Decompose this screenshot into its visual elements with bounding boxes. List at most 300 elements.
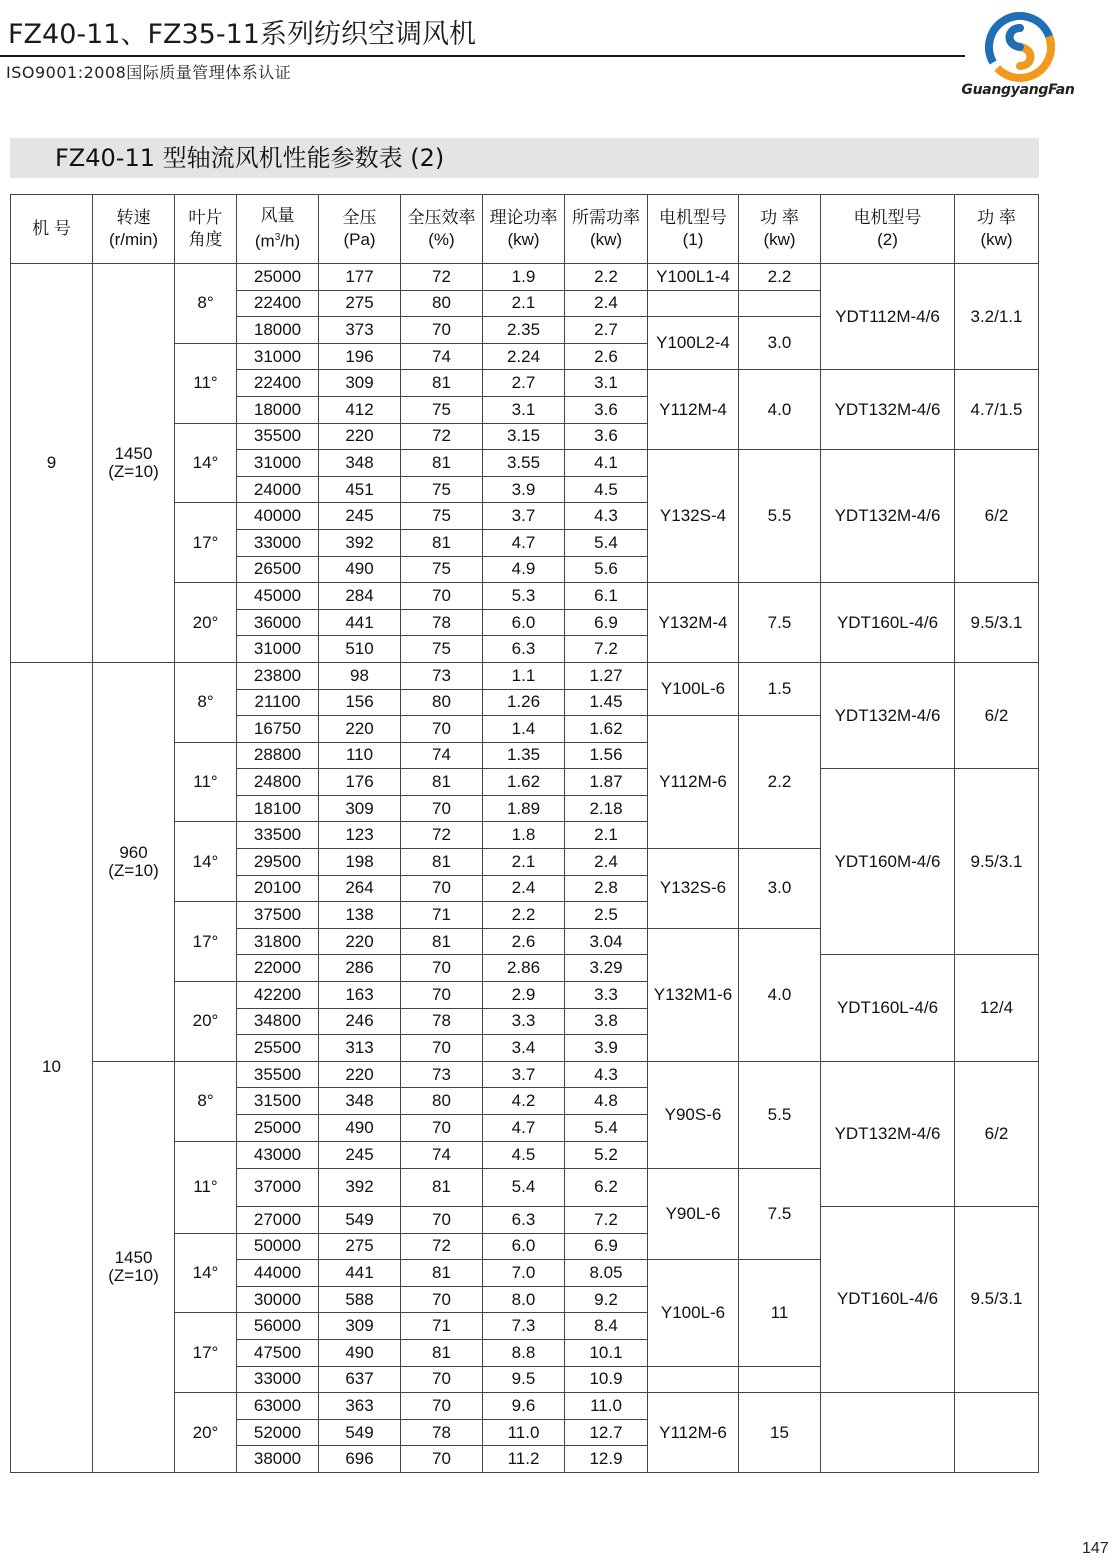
cell-theory-power: 2.86 (483, 955, 565, 982)
cell-pressure: 98 (319, 662, 401, 689)
header-motor-1: 电机型号 (1) (648, 195, 739, 264)
cell-flow: 20100 (237, 875, 319, 902)
cell-theory-power: 1.1 (483, 662, 565, 689)
cell-required-power: 1.27 (565, 662, 648, 689)
cell-efficiency: 70 (401, 317, 483, 344)
cell-efficiency: 71 (401, 1313, 483, 1340)
cell-required-power: 12.9 (565, 1446, 648, 1473)
cell-efficiency: 72 (401, 264, 483, 291)
header-motor-2: 电机型号 (2) (821, 195, 955, 264)
cell-flow: 36000 (237, 609, 319, 636)
cell-efficiency: 71 (401, 902, 483, 929)
header-pressure: 全压 (Pa) (319, 195, 401, 264)
cell-theory-power: 6.3 (483, 1206, 565, 1233)
cell-pressure: 451 (319, 476, 401, 503)
header-flow: 风量 $(m^3/h)$ (237, 195, 319, 264)
cell-pressure: 313 (319, 1035, 401, 1062)
page-number: 147 (1082, 1540, 1109, 1557)
cell-flow: 40000 (237, 503, 319, 530)
cell-motor-1: Y100L2-4 (648, 317, 739, 370)
cell-pressure: 245 (319, 1141, 401, 1168)
cell-pressure: 220 (319, 928, 401, 955)
cell-efficiency: 72 (401, 1233, 483, 1260)
cell-power-2: 9.5/3.1 (955, 769, 1039, 955)
cell-machine-no: 9 (11, 264, 93, 663)
cell-required-power: 5.2 (565, 1141, 648, 1168)
cell-motor-2: YDT112M-4/6 (821, 264, 955, 370)
cell-flow: 31000 (237, 636, 319, 663)
cell-flow: 35500 (237, 1061, 319, 1088)
cell-theory-power: 2.4 (483, 875, 565, 902)
cell-theory-power: 1.89 (483, 795, 565, 822)
cell-pressure: 348 (319, 450, 401, 477)
cell-blade-angle: 14° (175, 822, 237, 902)
cell-blade-angle: 17° (175, 902, 237, 982)
cell-efficiency: 75 (401, 556, 483, 583)
cell-efficiency: 72 (401, 423, 483, 450)
cell-required-power: 8.05 (565, 1260, 648, 1287)
cell-flow: 25000 (237, 1115, 319, 1142)
cell-power-1: 1.5 (739, 662, 821, 715)
cell-flow: 38000 (237, 1446, 319, 1473)
cell-motor-2: YDT160L-4/6 (821, 583, 955, 663)
cell-efficiency: 70 (401, 1446, 483, 1473)
cell-flow: 31000 (237, 343, 319, 370)
header-theory-power: 理论功率 (kw) (483, 195, 565, 264)
cell-flow: 24800 (237, 769, 319, 796)
cell-theory-power: 6.0 (483, 609, 565, 636)
cell-motor-1: Y112M-6 (648, 716, 739, 849)
cell-theory-power: 2.2 (483, 902, 565, 929)
cell-theory-power: 8.0 (483, 1286, 565, 1313)
cell-theory-power: 4.2 (483, 1088, 565, 1115)
cell-required-power: 1.62 (565, 716, 648, 743)
cell-power-1 (739, 1366, 821, 1393)
cell-power-2: 6/2 (955, 662, 1039, 768)
cell-flow: 56000 (237, 1313, 319, 1340)
cell-required-power: 6.1 (565, 583, 648, 610)
cell-flow: 22400 (237, 370, 319, 397)
cell-power-1: 11 (739, 1260, 821, 1366)
cell-motor-1: Y90L-6 (648, 1168, 739, 1260)
cell-motor-2: YDT132M-4/6 (821, 370, 955, 450)
cell-required-power: 2.6 (565, 343, 648, 370)
cell-required-power: 3.8 (565, 1008, 648, 1035)
cell-efficiency: 75 (401, 636, 483, 663)
cell-motor-1: Y132S-4 (648, 450, 739, 583)
cell-power-2: 6/2 (955, 450, 1039, 583)
cell-pressure: 220 (319, 1061, 401, 1088)
cell-required-power: 4.5 (565, 476, 648, 503)
cell-required-power: 3.04 (565, 928, 648, 955)
cell-required-power: 3.29 (565, 955, 648, 982)
header-required-power: 所需功率 (kw) (565, 195, 648, 264)
cell-blade-angle: 8° (175, 662, 237, 742)
cell-efficiency: 78 (401, 1419, 483, 1446)
cell-pressure: 264 (319, 875, 401, 902)
cell-efficiency: 75 (401, 396, 483, 423)
cell-power-1: 15 (739, 1393, 821, 1473)
cell-theory-power: 3.7 (483, 503, 565, 530)
cell-motor-2: YDT132M-4/6 (821, 1061, 955, 1206)
cell-efficiency: 70 (401, 1035, 483, 1062)
guangyang-logo-icon (985, 12, 1055, 82)
cell-flow: 47500 (237, 1339, 319, 1366)
logo-wordmark: GuangyangFan (961, 82, 1075, 98)
cell-power-1: 4.0 (739, 928, 821, 1061)
cell-theory-power: 3.15 (483, 423, 565, 450)
cell-required-power: 2.8 (565, 875, 648, 902)
cell-theory-power: 4.5 (483, 1141, 565, 1168)
certification-subtitle: ISO9001:2008国际质量管理体系认证 (6, 63, 292, 82)
cell-pressure: 275 (319, 290, 401, 317)
cell-pressure: 309 (319, 795, 401, 822)
cell-required-power: 2.4 (565, 849, 648, 876)
cell-required-power: 3.6 (565, 423, 648, 450)
cell-blade-angle: 11° (175, 742, 237, 822)
cell-pressure: 176 (319, 769, 401, 796)
table-row (11, 1061, 1039, 1088)
cell-pressure: 348 (319, 1088, 401, 1115)
cell-pressure: 363 (319, 1393, 401, 1420)
cell-required-power: 10.1 (565, 1339, 648, 1366)
cell-efficiency: 81 (401, 1260, 483, 1287)
cell-flow: 44000 (237, 1260, 319, 1287)
cell-motor-2: YDT132M-4/6 (821, 450, 955, 583)
cell-efficiency: 72 (401, 822, 483, 849)
cell-required-power: 6.2 (565, 1168, 648, 1206)
cell-theory-power: 2.9 (483, 982, 565, 1009)
cell-motor-1: Y112M-6 (648, 1393, 739, 1473)
cell-motor-2: YDT160M-4/6 (821, 769, 955, 955)
cell-theory-power: 1.35 (483, 742, 565, 769)
cell-motor-1: Y132M1-6 (648, 928, 739, 1061)
header-efficiency: 全压效率 (%) (401, 195, 483, 264)
cell-power-1: 2.2 (739, 264, 821, 291)
cell-required-power: 1.56 (565, 742, 648, 769)
cell-power-1: 3.0 (739, 849, 821, 929)
cell-flow: 18000 (237, 396, 319, 423)
cell-required-power: 1.87 (565, 769, 648, 796)
cell-power-1: 7.5 (739, 583, 821, 663)
cell-theory-power: 9.5 (483, 1366, 565, 1393)
cell-motor-1: Y112M-4 (648, 370, 739, 450)
cell-required-power: 3.9 (565, 1035, 648, 1062)
cell-efficiency: 73 (401, 662, 483, 689)
cell-efficiency: 80 (401, 1088, 483, 1115)
cell-required-power: 5.4 (565, 1115, 648, 1142)
cell-blade-angle: 20° (175, 1393, 237, 1473)
cell-blade-angle: 8° (175, 1061, 237, 1141)
cell-motor-2: YDT160L-4/6 (821, 955, 955, 1061)
cell-flow: 33000 (237, 1366, 319, 1393)
cell-pressure: 275 (319, 1233, 401, 1260)
cell-theory-power: 4.7 (483, 529, 565, 556)
cell-blade-angle: 14° (175, 1233, 237, 1313)
cell-power-2: 6/2 (955, 1061, 1039, 1206)
cell-speed: 1450 (Z=10) (93, 264, 175, 663)
cell-flow: 25000 (237, 264, 319, 291)
cell-pressure: 246 (319, 1008, 401, 1035)
cell-theory-power: 3.7 (483, 1061, 565, 1088)
cell-required-power: 3.1 (565, 370, 648, 397)
cell-theory-power: 2.7 (483, 370, 565, 397)
cell-efficiency: 81 (401, 928, 483, 955)
cell-flow: 42200 (237, 982, 319, 1009)
cell-speed: 960 (Z=10) (93, 662, 175, 1061)
brand-logo (961, 12, 1075, 104)
cell-efficiency: 70 (401, 1115, 483, 1142)
cell-motor-1: Y100L-6 (648, 662, 739, 715)
cell-motor-1: Y132M-4 (648, 583, 739, 663)
cell-flow: 52000 (237, 1419, 319, 1446)
cell-power-1: 5.5 (739, 1061, 821, 1168)
cell-efficiency: 70 (401, 1393, 483, 1420)
cell-theory-power: 6.0 (483, 1233, 565, 1260)
cell-speed: 1450 (Z=10) (93, 1061, 175, 1472)
cell-power-2: 4.7/1.5 (955, 370, 1039, 450)
cell-blade-angle: 20° (175, 583, 237, 663)
cell-theory-power: 11.0 (483, 1419, 565, 1446)
document-title: FZ40-11、FZ35-11系列纺织空调风机 (8, 19, 476, 50)
cell-pressure: 490 (319, 1339, 401, 1366)
cell-efficiency: 81 (401, 1168, 483, 1206)
cell-pressure: 392 (319, 1168, 401, 1206)
cell-power-1 (739, 290, 821, 317)
cell-pressure: 490 (319, 1115, 401, 1142)
cell-flow: 22000 (237, 955, 319, 982)
cell-pressure: 696 (319, 1446, 401, 1473)
cell-flow: 29500 (237, 849, 319, 876)
cell-theory-power: 4.7 (483, 1115, 565, 1142)
cell-blade-angle: 20° (175, 982, 237, 1062)
cell-motor-2 (821, 1393, 955, 1473)
cell-required-power: 10.9 (565, 1366, 648, 1393)
cell-required-power: 5.4 (565, 529, 648, 556)
cell-pressure: 392 (319, 529, 401, 556)
cell-pressure: 286 (319, 955, 401, 982)
table-row (11, 662, 1039, 689)
cell-flow: 26500 (237, 556, 319, 583)
cell-pressure: 549 (319, 1419, 401, 1446)
cell-theory-power: 5.4 (483, 1168, 565, 1206)
cell-flow: 27000 (237, 1206, 319, 1233)
cell-power-1: 2.2 (739, 716, 821, 849)
cell-pressure: 373 (319, 317, 401, 344)
cell-pressure: 309 (319, 1313, 401, 1340)
cell-machine-no: 10 (11, 662, 93, 1472)
cell-motor-1: Y90S-6 (648, 1061, 739, 1168)
cell-efficiency: 81 (401, 529, 483, 556)
cell-theory-power: 1.26 (483, 689, 565, 716)
cell-required-power: 7.2 (565, 1206, 648, 1233)
cell-required-power: 8.4 (565, 1313, 648, 1340)
cell-motor-1: Y100L-6 (648, 1260, 739, 1366)
cell-required-power: 5.6 (565, 556, 648, 583)
cell-pressure: 588 (319, 1286, 401, 1313)
cell-efficiency: 75 (401, 476, 483, 503)
cell-efficiency: 70 (401, 982, 483, 1009)
cell-theory-power: 1.62 (483, 769, 565, 796)
cell-blade-angle: 11° (175, 343, 237, 423)
cell-required-power: 6.9 (565, 609, 648, 636)
cell-motor-2: YDT132M-4/6 (821, 662, 955, 768)
cell-efficiency: 80 (401, 290, 483, 317)
cell-efficiency: 78 (401, 609, 483, 636)
cell-flow: 18000 (237, 317, 319, 344)
cell-blade-angle: 14° (175, 423, 237, 503)
cell-flow: 45000 (237, 583, 319, 610)
cell-flow: 18100 (237, 795, 319, 822)
cell-flow: 22400 (237, 290, 319, 317)
cell-efficiency: 70 (401, 1366, 483, 1393)
cell-motor-2: YDT160L-4/6 (821, 1206, 955, 1393)
cell-pressure: 177 (319, 264, 401, 291)
cell-efficiency: 80 (401, 689, 483, 716)
table-header-row (11, 195, 1039, 264)
cell-theory-power: 11.2 (483, 1446, 565, 1473)
cell-flow: 63000 (237, 1393, 319, 1420)
cell-flow: 30000 (237, 1286, 319, 1313)
cell-pressure: 156 (319, 689, 401, 716)
cell-flow: 37000 (237, 1168, 319, 1206)
cell-theory-power: 3.4 (483, 1035, 565, 1062)
cell-theory-power: 2.24 (483, 343, 565, 370)
cell-efficiency: 74 (401, 1141, 483, 1168)
cell-theory-power: 3.55 (483, 450, 565, 477)
cell-required-power: 2.2 (565, 264, 648, 291)
cell-flow: 31800 (237, 928, 319, 955)
cell-motor-1: Y100L1-4 (648, 264, 739, 291)
cell-theory-power: 1.8 (483, 822, 565, 849)
cell-flow: 50000 (237, 1233, 319, 1260)
cell-pressure: 220 (319, 423, 401, 450)
cell-theory-power: 5.3 (483, 583, 565, 610)
cell-power-1: 7.5 (739, 1168, 821, 1260)
cell-pressure: 198 (319, 849, 401, 876)
cell-power-2: 9.5/3.1 (955, 1206, 1039, 1393)
cell-flow: 16750 (237, 716, 319, 743)
cell-theory-power: 7.3 (483, 1313, 565, 1340)
cell-efficiency: 74 (401, 742, 483, 769)
cell-power-2: 12/4 (955, 955, 1039, 1061)
cell-required-power: 9.2 (565, 1286, 648, 1313)
header-machine-no: 机 号 (11, 195, 93, 264)
cell-required-power: 2.4 (565, 290, 648, 317)
cell-theory-power: 3.3 (483, 1008, 565, 1035)
cell-pressure: 284 (319, 583, 401, 610)
cell-blade-angle: 11° (175, 1141, 237, 1233)
cell-theory-power: 2.1 (483, 849, 565, 876)
header-blade-angle: 叶片 角度 (175, 195, 237, 264)
cell-efficiency: 70 (401, 1206, 483, 1233)
header-power-2: 功 率 (kw) (955, 195, 1039, 264)
cell-theory-power: 8.8 (483, 1339, 565, 1366)
cell-efficiency: 81 (401, 849, 483, 876)
cell-power-2: 3.2/1.1 (955, 264, 1039, 370)
cell-efficiency: 81 (401, 370, 483, 397)
cell-theory-power: 1.9 (483, 264, 565, 291)
cell-power-2 (955, 1393, 1039, 1473)
cell-required-power: 3.3 (565, 982, 648, 1009)
cell-theory-power: 6.3 (483, 636, 565, 663)
cell-flow: 37500 (237, 902, 319, 929)
cell-flow: 31000 (237, 450, 319, 477)
performance-table (10, 194, 1039, 1473)
cell-theory-power: 2.1 (483, 290, 565, 317)
cell-efficiency: 78 (401, 1008, 483, 1035)
cell-blade-angle: 17° (175, 1313, 237, 1393)
cell-theory-power: 3.9 (483, 476, 565, 503)
section-title: FZ40-11 型轴流风机性能参数表 (2) (55, 144, 445, 172)
cell-power-2: 9.5/3.1 (955, 583, 1039, 663)
cell-flow: 21100 (237, 689, 319, 716)
cell-blade-angle: 8° (175, 264, 237, 344)
cell-efficiency: 81 (401, 450, 483, 477)
cell-required-power: 4.8 (565, 1088, 648, 1115)
cell-flow: 35500 (237, 423, 319, 450)
header-divider (0, 55, 965, 57)
cell-motor-1 (648, 1366, 739, 1393)
cell-theory-power: 2.6 (483, 928, 565, 955)
cell-required-power: 2.1 (565, 822, 648, 849)
cell-blade-angle: 17° (175, 503, 237, 583)
cell-required-power: 2.18 (565, 795, 648, 822)
cell-efficiency: 75 (401, 503, 483, 530)
cell-flow: 43000 (237, 1141, 319, 1168)
cell-theory-power: 1.4 (483, 716, 565, 743)
cell-theory-power: 2.35 (483, 317, 565, 344)
cell-pressure: 510 (319, 636, 401, 663)
cell-pressure: 441 (319, 609, 401, 636)
cell-required-power: 7.2 (565, 636, 648, 663)
cell-pressure: 163 (319, 982, 401, 1009)
cell-flow: 33000 (237, 529, 319, 556)
cell-required-power: 1.45 (565, 689, 648, 716)
cell-required-power: 2.5 (565, 902, 648, 929)
cell-efficiency: 74 (401, 343, 483, 370)
cell-flow: 25500 (237, 1035, 319, 1062)
cell-required-power: 2.7 (565, 317, 648, 344)
cell-pressure: 637 (319, 1366, 401, 1393)
cell-efficiency: 70 (401, 795, 483, 822)
cell-pressure: 110 (319, 742, 401, 769)
cell-efficiency: 70 (401, 875, 483, 902)
cell-flow: 33500 (237, 822, 319, 849)
cell-power-1: 3.0 (739, 317, 821, 370)
cell-pressure: 490 (319, 556, 401, 583)
cell-theory-power: 4.9 (483, 556, 565, 583)
header-power-1: 功 率 (kw) (739, 195, 821, 264)
cell-efficiency: 70 (401, 1286, 483, 1313)
cell-efficiency: 73 (401, 1061, 483, 1088)
cell-flow: 24000 (237, 476, 319, 503)
cell-efficiency: 70 (401, 583, 483, 610)
cell-flow: 31500 (237, 1088, 319, 1115)
cell-flow: 34800 (237, 1008, 319, 1035)
cell-pressure: 412 (319, 396, 401, 423)
cell-theory-power: 7.0 (483, 1260, 565, 1287)
cell-power-1: 4.0 (739, 370, 821, 450)
cell-required-power: 12.7 (565, 1419, 648, 1446)
header-speed: 转速 (r/min) (93, 195, 175, 264)
cell-required-power: 3.6 (565, 396, 648, 423)
cell-efficiency: 81 (401, 769, 483, 796)
cell-pressure: 196 (319, 343, 401, 370)
cell-efficiency: 70 (401, 716, 483, 743)
cell-theory-power: 3.1 (483, 396, 565, 423)
cell-required-power: 4.3 (565, 503, 648, 530)
